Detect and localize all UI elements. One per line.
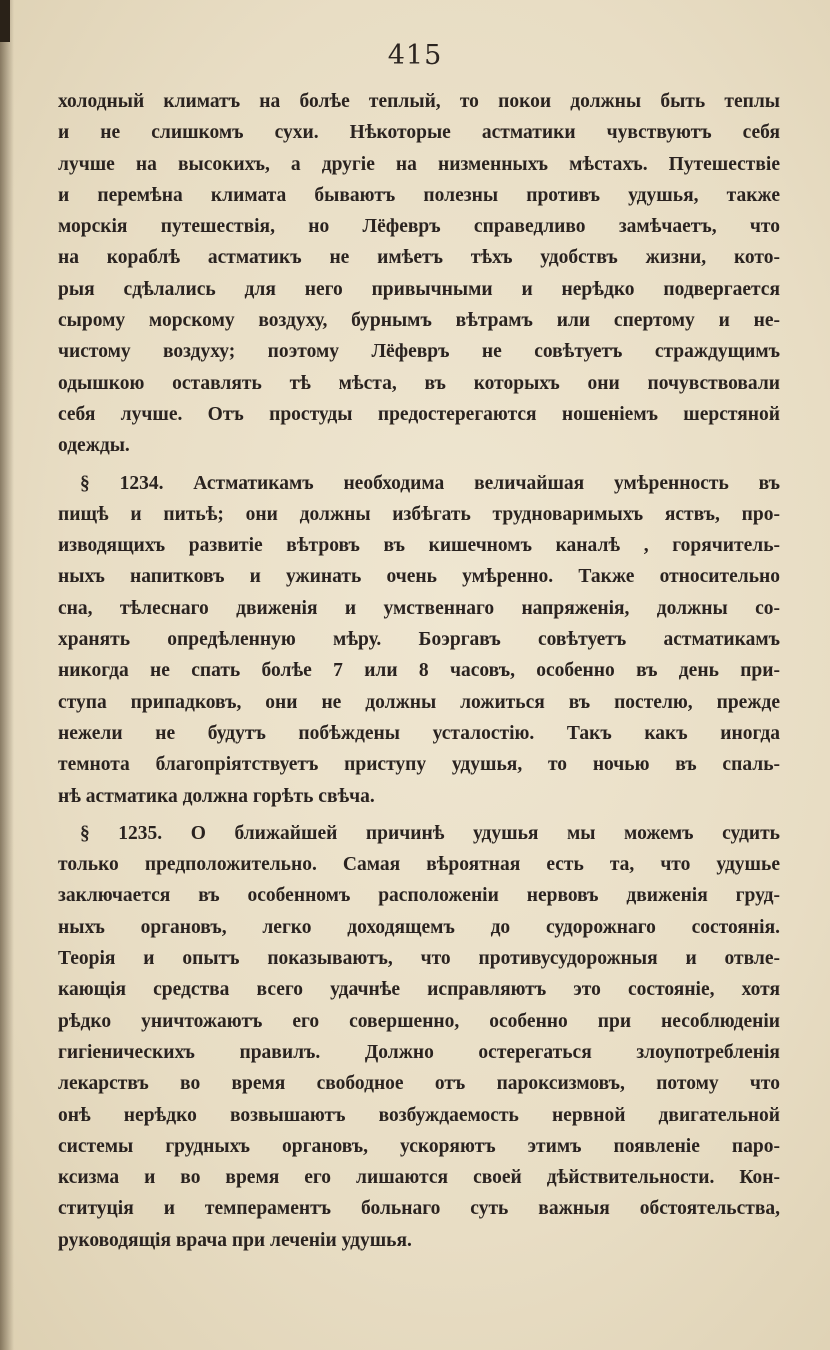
text-line: сна, тѣлеснаго движенія и умственнаго напряженія, должны со- <box>58 597 780 619</box>
page-number: 415 <box>387 40 443 71</box>
text-line: ксизма и во время его лишаются своей дѣйствительности. Кон- <box>58 1167 780 1189</box>
text-line: нѣ астматика должна горѣть свѣча. <box>58 785 375 807</box>
text-line: заключается въ особенномъ расположеніи нервовъ движенія груд- <box>58 885 780 907</box>
text-line: кающія средства всего удачнѣе исправляютъ это состояніе, хотя <box>58 979 780 1001</box>
text-line: гигіеническихъ правилъ. Должно остерегаться злоупотребленія <box>58 1041 780 1063</box>
text-line: изводящихъ развитіе вѣтровъ въ кишечномъ каналѣ , горячитель- <box>58 535 780 557</box>
text-line: ныхъ напитковъ и ужинать очень умѣренно. Также относительно <box>58 566 780 588</box>
text-line: морскія путешествія, но Лёфевръ справедливо замѣчаетъ, что <box>58 216 780 238</box>
text-line: никогда не спать болѣе 7 или 8 часовъ, особенно въ день при- <box>58 660 780 682</box>
text-line: холодный климатъ на болѣе теплый, то покои должны быть теплы <box>58 91 780 112</box>
text-line: ныхъ органовъ, легко доходящемъ до судорожнаго состоянія. <box>58 916 780 938</box>
text-line: ступа припадковъ, они не должны ложиться въ постелю, прежде <box>58 691 780 713</box>
text-line: Теорія и опытъ показываютъ, что противусудорожныя и отвле- <box>58 948 780 970</box>
text-line: ституція и темпераментъ больнаго суть важныя обстоятельства, <box>58 1198 780 1220</box>
section-heading-line: § 1235. О ближайшей причинѣ удушья мы можемъ судить <box>80 822 780 844</box>
text-line: и перемѣна климата бываютъ полезны противъ удушья, также <box>58 184 780 206</box>
text-line: одышкою оставлять тѣ мѣста, въ которыхъ они почувствовали <box>58 372 780 394</box>
text-line: одежды. <box>58 435 130 457</box>
text-line: руководящія врача при леченіи удушья. <box>58 1229 412 1251</box>
text-line: чистому воздуху; поэтому Лёфевръ не совѣтуетъ страждущимъ <box>58 341 780 363</box>
text-line: на кораблѣ астматикъ не имѣетъ тѣхъ удобствъ жизни, кото- <box>58 247 780 269</box>
paragraph-section-1235 <box>58 818 780 1256</box>
binding-shadow <box>0 0 14 1350</box>
text-line: темнота благопріятствуетъ приступу удушья, то ночью въ спаль- <box>58 754 780 776</box>
text-line: хранять опредѣленную мѣру. Боэргавъ совѣтуетъ астматикамъ <box>58 629 780 651</box>
text-line: и не слишкомъ сухи. Нѣкоторые астматики чувствуютъ себя <box>58 122 780 144</box>
text-line: сырому морскому воздуху, бурнымъ вѣтрамъ или спертому и не- <box>58 310 780 332</box>
section-heading-line: § 1234. Астматикамъ необходима величайшая умѣренность въ <box>80 472 780 494</box>
paragraph-section-1234 <box>58 468 780 812</box>
body-text <box>58 86 780 1256</box>
text-line: пищѣ и питьѣ; они должны избѣгать трудноваримыхъ яствъ, про- <box>58 503 780 525</box>
text-line: себя лучше. Отъ простуды предостерегаются ношеніемъ шерстяной <box>58 403 780 425</box>
text-line: лекарствъ во время свободное отъ пароксизмовъ, потому что <box>58 1073 780 1095</box>
corner-mark <box>0 0 10 42</box>
text-line: системы грудныхъ органовъ, ускоряютъ этимъ появленіе паро- <box>58 1135 780 1157</box>
text-line: лучше на высокихъ, а другіе на низменныхъ мѣстахъ. Путешествіе <box>58 153 780 175</box>
text-line: рѣдко уничтожаютъ его совершенно, особенно при несоблюденіи <box>58 1010 780 1032</box>
paragraph-continuation <box>58 86 780 462</box>
text-line: нежели не будутъ побѣждены усталостію. Такъ какъ иногда <box>58 722 780 744</box>
text-line: рыя сдѣлались для него привычными и нерѣдко подвергается <box>58 278 780 300</box>
text-line: только предположительно. Самая вѣроятная есть та, что удушье <box>58 854 780 876</box>
text-line: онѣ нерѣдко возвышаютъ возбуждаемость нервной двигательной <box>58 1104 780 1126</box>
